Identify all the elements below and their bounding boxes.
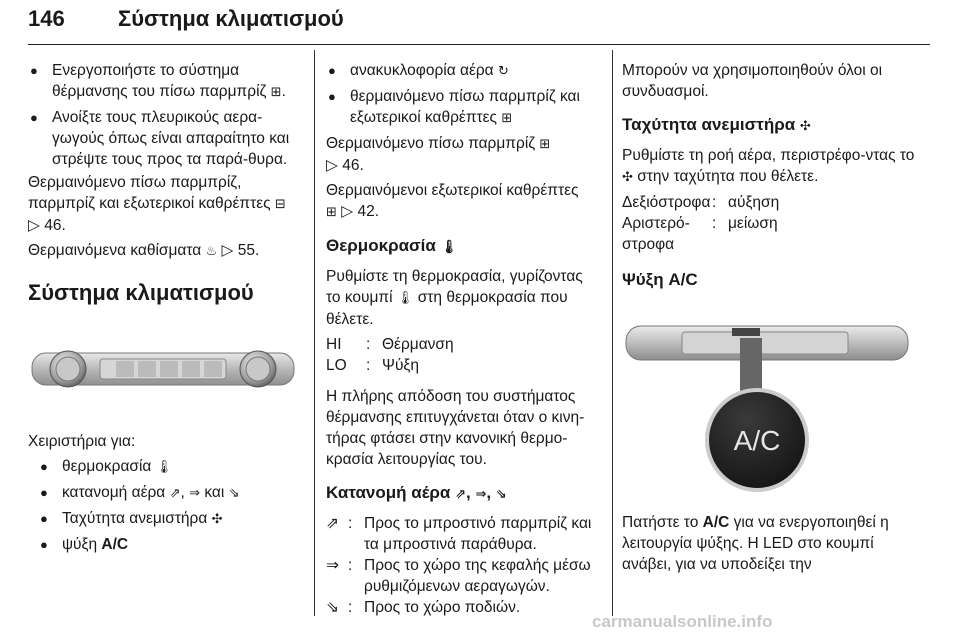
paragraph xyxy=(326,133,598,176)
table-value: Προς το μπροστινό παρμπρίζ και τα μπροστινά παράθυρα. xyxy=(364,515,592,553)
paragraph: Μπορούν να χρησιμοποιηθούν όλοι οι συνδυασμοί. xyxy=(622,62,883,100)
air-foot-icon: ⇘ xyxy=(228,486,240,501)
header-rule xyxy=(28,44,930,45)
rear-window-heat-icon: ⊞ xyxy=(270,85,282,100)
controls-intro: Χειριστήρια για: xyxy=(28,433,136,450)
list-item xyxy=(38,508,298,530)
list-item-conj: και xyxy=(204,484,225,501)
table-key: LO xyxy=(326,357,347,374)
column-3 xyxy=(622,60,922,575)
rear-window-heat-icon: ⊞ xyxy=(326,205,337,220)
table-value: Προς το χώρο ποδιών. xyxy=(364,599,521,616)
heading-text: Ταχύτητα ανεμιστήρα xyxy=(622,115,796,134)
table-row xyxy=(326,355,598,376)
paragraph-text: Θερμαινόμενα καθίσματα xyxy=(28,242,202,259)
climate-panel-image xyxy=(28,331,298,411)
air-head-icon: ⇒ xyxy=(189,486,201,501)
watermark: carmanualsonline.info xyxy=(592,612,773,631)
list-item: ● κατανομή αέρα ⇗, ⇒ και ⇘ xyxy=(38,482,298,504)
heading-text: Θερμοκρασία xyxy=(326,236,436,255)
page-ref: 42. xyxy=(357,203,380,220)
table-key: HI xyxy=(326,336,342,353)
list-item-bold: A/C xyxy=(101,536,129,553)
page-ref: 55. xyxy=(237,242,260,259)
column-divider-1 xyxy=(314,50,315,616)
ac-button-image xyxy=(622,308,922,508)
mirror-heat-icon: ⊟ xyxy=(274,197,286,212)
list-item-text: Ανοίξτε τους πλευρικούς αερα-γωγούς όπως είναι απαραίτητο και στρέψτε τους προς τα παρά-θυρα. xyxy=(52,109,290,168)
air-windscreen-icon: ⇗ xyxy=(169,486,181,501)
paragraph-text: Θερμαινόμενο πίσω παρμπρίζ, παρμπρίζ και εξωτερικοί καθρέπτες xyxy=(28,174,271,212)
paragraph-text: Θερμαινόμενο πίσω παρμπρίζ xyxy=(326,135,536,152)
paragraph-bold: A/C xyxy=(702,514,730,531)
paragraph-text: στην ταχύτητα που θέλετε. xyxy=(637,168,819,185)
air-distribution-table xyxy=(326,513,598,618)
rear-window-heat-icon: ⊞ xyxy=(501,111,513,126)
temperature-heading xyxy=(326,235,598,258)
table-colon: : xyxy=(366,357,371,374)
heading-text: Κατανομή αέρα xyxy=(326,483,451,502)
list-item xyxy=(326,60,598,82)
list-item-text: κατανομή αέρα xyxy=(62,484,166,501)
column-1 xyxy=(28,60,298,555)
table-row xyxy=(326,555,598,597)
fan-icon: ✣ xyxy=(211,512,223,527)
air-head-icon: ⇒ xyxy=(475,487,487,502)
table-key: Αριστερό-στροφα xyxy=(622,215,690,253)
ref-arrow-icon: ▷ xyxy=(28,217,40,234)
page-number: 146 xyxy=(28,6,65,31)
thermometer-icon: 🌡 xyxy=(396,291,414,306)
air-distribution-heading: Κατανομή αέρα ⇗, ⇒, ⇘ xyxy=(326,482,598,505)
paragraph-text: για να ενεργοποιηθεί η λειτουργία ψύξης. Η LED στο κουμπί ανάβει, για να υποδείξει την xyxy=(622,514,889,573)
list-item-text: ανακυκλοφορία αέρα xyxy=(350,62,494,79)
air-head-icon: ⇒ xyxy=(326,557,339,574)
ref-arrow-icon: ▷ xyxy=(326,157,338,174)
list-item xyxy=(28,107,298,170)
table-value: αύξηση xyxy=(728,194,780,211)
page-title: Σύστημα κλιματισμού xyxy=(118,6,344,31)
table-key: Δεξιόστροφα xyxy=(622,194,711,211)
table-colon: : xyxy=(348,515,353,532)
page-ref: 46. xyxy=(44,217,66,234)
thermometer-icon: 🌡 xyxy=(155,460,173,475)
heated-seat-icon: ♨ xyxy=(205,244,218,259)
air-windscreen-icon: ⇗ xyxy=(326,515,339,532)
table-colon: : xyxy=(712,194,717,211)
column-2 xyxy=(326,60,598,618)
fan-speed-heading xyxy=(622,114,922,137)
ref-arrow-icon: ▷ xyxy=(221,242,234,259)
fan-text xyxy=(622,145,922,188)
paragraph xyxy=(326,180,598,223)
table-row xyxy=(326,513,598,555)
list-item-text: Ταχύτητα ανεμιστήρα xyxy=(62,510,208,527)
fan-table xyxy=(622,192,922,255)
table-colon: : xyxy=(348,557,353,574)
recirculation-icon: ↻ xyxy=(497,64,509,79)
fan-icon: ✣ xyxy=(622,170,633,185)
list-item-text: θερμοκρασία xyxy=(62,458,152,475)
paragraph-text: Πατήστε το xyxy=(622,514,699,531)
table-colon: : xyxy=(712,215,717,232)
table-value: Ψύξη xyxy=(382,357,419,374)
table-row xyxy=(326,334,598,355)
fan-icon: ✣ xyxy=(799,119,811,134)
list-item-text: ψύξη xyxy=(62,536,98,553)
table-value: Θέρμανση xyxy=(382,336,454,353)
page-ref: 46. xyxy=(342,157,364,174)
table-colon: : xyxy=(366,336,371,353)
column-divider-2 xyxy=(612,50,613,616)
list-item xyxy=(38,456,298,478)
paragraph-text: Ρυθμίστε τη θερμοκρασία, γυρίζοντας το κουμπί xyxy=(326,268,583,306)
table-row xyxy=(622,192,922,213)
paragraph-text: Θερμαινόμενοι εξωτερικοί καθρέπτες xyxy=(326,182,579,199)
list-item-end: . xyxy=(281,83,286,100)
thermometer-icon: 🌡 xyxy=(440,240,458,255)
list-item xyxy=(28,60,298,103)
ac-text xyxy=(622,512,922,575)
table-colon: : xyxy=(348,599,353,616)
list-item xyxy=(38,534,298,555)
temperature-table xyxy=(326,334,598,376)
ref-arrow-icon: ▷ xyxy=(341,203,354,220)
paragraph xyxy=(28,172,298,236)
air-windscreen-icon: ⇗ xyxy=(455,487,466,502)
temperature-text xyxy=(326,266,598,330)
list-item-text: Ενεργοποιήστε το σύστημα θέρμανσης του πίσω παρμπρίζ xyxy=(52,62,267,100)
list-item xyxy=(326,86,598,129)
paragraph xyxy=(28,240,298,262)
ac-heading: Ψύξη A/C xyxy=(622,270,698,289)
air-foot-icon: ⇘ xyxy=(495,487,507,502)
table-value: Προς το χώρο της κεφαλής μέσω ρυθμιζόμενων αεραγωγών. xyxy=(364,557,591,595)
performance-text: Η πλήρης απόδοση του συστήματος θέρμανσης επιτυγχάνεται όταν ο κινη-τήρας φτάσει στην κανονική θερμο-κρασία λειτουργίας του. xyxy=(326,388,585,468)
paragraph-text: Ρυθμίστε τη ροή αέρα, περιστρέφο-ντας το xyxy=(622,147,915,164)
rear-window-heat-icon: ⊞ xyxy=(539,137,551,152)
table-row xyxy=(622,213,922,255)
paragraph-text: στη θερμοκρασία που θέλετε. xyxy=(326,289,568,328)
list-item-text: θερμαινόμενο πίσω παρμπρίζ και εξωτερικοί καθρέπτες xyxy=(350,88,580,126)
air-foot-icon: ⇘ xyxy=(326,599,339,616)
section-heading: Σύστημα κλιματισμού xyxy=(28,280,254,305)
ac-label: A/C xyxy=(733,425,781,456)
table-row xyxy=(326,597,598,618)
table-value: μείωση xyxy=(728,215,778,232)
